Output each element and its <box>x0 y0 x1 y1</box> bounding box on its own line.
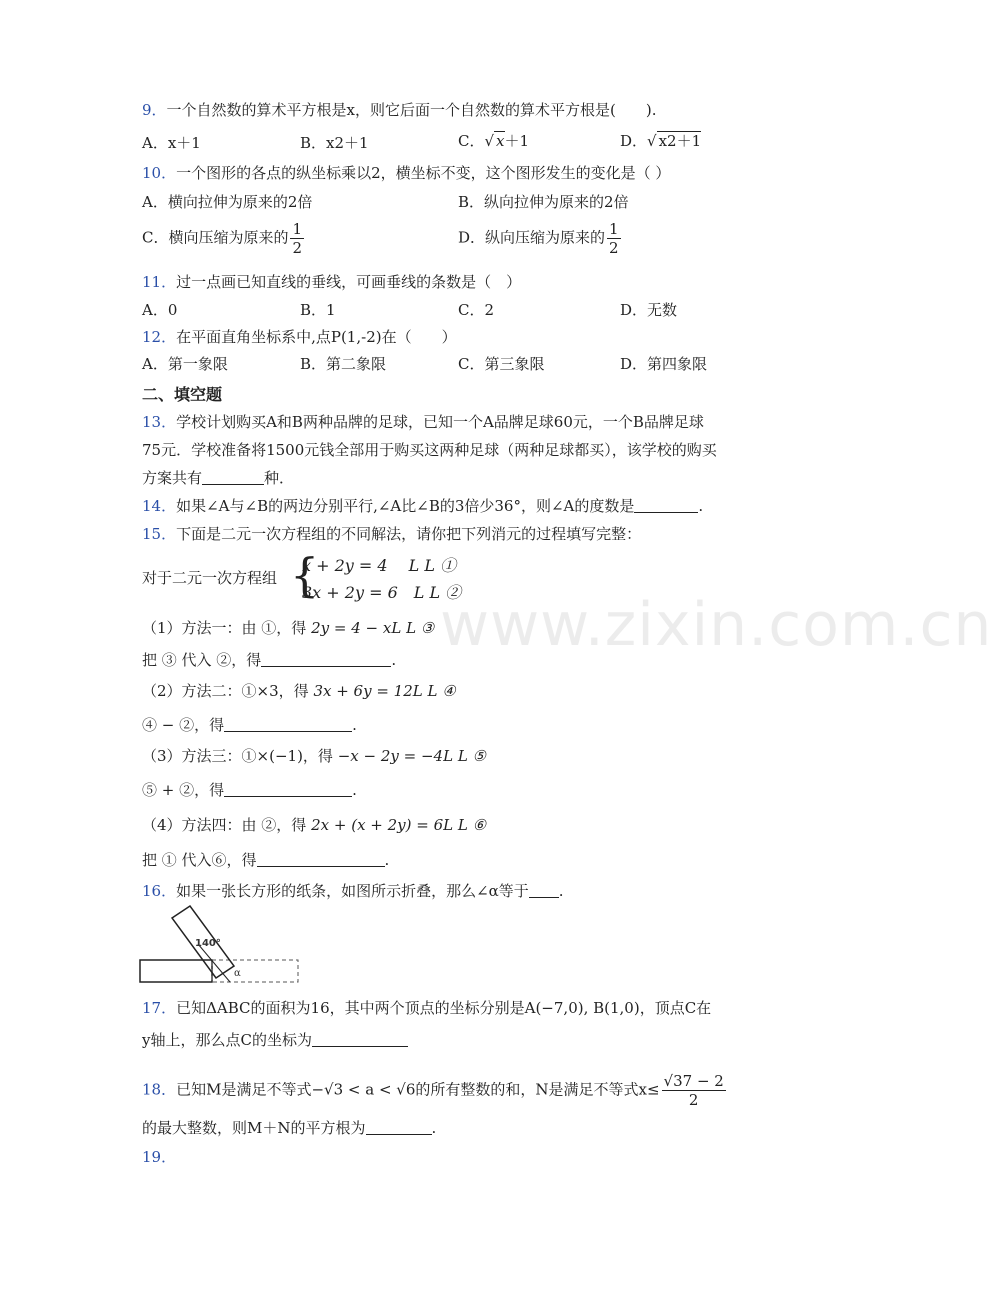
question-number: 19． <box>142 1148 177 1166</box>
alpha-label: α <box>234 968 241 979</box>
fraction-numerator: √37 − 2 <box>663 1072 724 1090</box>
answer-blank[interactable] <box>224 780 352 797</box>
option-a: A．第一象限 <box>142 355 228 373</box>
answer-blank[interactable] <box>529 881 559 898</box>
option-label: D．纵向压缩为原来的 <box>458 228 606 247</box>
question-text: 一个自然数的算术平方根是x，则它后面一个自然数的算术平方根是( ). <box>166 101 657 119</box>
angle-140-label: 140° <box>195 938 221 949</box>
question-18 <box>142 1072 726 1109</box>
question-17-line2 <box>142 1030 408 1050</box>
answer-blank[interactable] <box>634 496 698 513</box>
fraction <box>290 220 304 257</box>
question-text: 学校计划购买A和B两种品牌的足球，已知一个A品牌足球60元，一个B品牌足球 <box>176 413 704 431</box>
text-segment: . <box>431 1119 437 1137</box>
text-segment: 把 ③ 代入 ②，得 <box>142 651 262 669</box>
folded-strip-figure <box>138 904 304 986</box>
text-segment: ④ − ②，得 <box>142 716 225 734</box>
equation: −x − 2y = −4L L ⑤ <box>337 747 486 765</box>
question-18-line2 <box>142 1118 436 1138</box>
question-text: 已知M是满足不等式−√3 < a < √6的所有整数的和，N是满足不等式x≤ <box>176 1080 660 1099</box>
answer-blank[interactable] <box>312 1030 408 1047</box>
text-segment: （1）方法一：由 ①，得 <box>142 619 307 637</box>
option-c: C．第三象限 <box>458 355 545 373</box>
text-segment: 种． <box>264 469 295 487</box>
option-a: A．0 <box>142 301 178 319</box>
radicand: x2＋1 <box>658 132 702 150</box>
text-segment: . <box>391 651 397 669</box>
answer-blank[interactable] <box>202 468 264 485</box>
text-segment: . <box>352 716 357 734</box>
text-segment: ⑤ + ②，得 <box>142 781 225 799</box>
option-b: B．纵向拉伸为原来的2倍 <box>458 193 629 211</box>
question-9 <box>142 100 656 120</box>
answer-blank[interactable] <box>224 715 352 732</box>
method-1 <box>142 618 434 638</box>
text-segment: . <box>558 882 564 900</box>
text-segment: （3）方法三：①×(−1)，得 <box>142 747 333 765</box>
text-segment: . <box>698 497 704 515</box>
question-10 <box>142 163 670 183</box>
question-number: 10． <box>142 164 177 182</box>
option-d: D．√ x2＋1 <box>620 132 702 150</box>
question-14 <box>142 496 703 516</box>
radicand: x <box>496 132 505 150</box>
equation-2: 3x + 2y = 6 L L ② <box>302 583 462 602</box>
method-3 <box>142 746 486 766</box>
fraction-denominator: 2 <box>688 1091 699 1109</box>
text-segment: 的最大整数，则M＋N的平方根为 <box>142 1119 366 1137</box>
fraction <box>662 1072 726 1109</box>
text-segment: 方案共有 <box>142 469 203 487</box>
question-11 <box>142 272 521 292</box>
question-number: 11． <box>142 273 177 291</box>
text-segment: （4）方法四：由 ②，得 <box>142 816 307 834</box>
option-label: C．横向压缩为原来的 <box>142 228 289 247</box>
strip-left <box>140 960 212 982</box>
strip-hidden <box>212 960 298 982</box>
fraction <box>607 220 621 257</box>
fraction-numerator: 1 <box>609 220 619 238</box>
question-number: 16． <box>142 882 177 900</box>
watermark: www.zixin.com.cn <box>440 590 992 660</box>
option-c: C．√ x＋1 <box>458 132 530 150</box>
answer-blank[interactable] <box>257 850 385 867</box>
question-13-line2: 75元．学校准备将1500元钱全部用于购买这两种足球（两种足球都买），该学校的购买 <box>142 441 717 459</box>
question-17 <box>142 998 711 1018</box>
fraction-denominator: 2 <box>609 239 619 257</box>
equation: 2y = 4 − xL L ③ <box>311 619 435 637</box>
text-segment: 把 ① 代入⑥，得 <box>142 851 257 869</box>
fraction-numerator: 1 <box>292 220 303 238</box>
question-number: 14． <box>142 497 177 515</box>
option-tail: ＋1 <box>504 132 530 150</box>
method-4 <box>142 815 486 835</box>
option-a: A．x＋1 <box>142 134 201 152</box>
equation-1: x + 2y = 4 L L ① <box>302 556 457 575</box>
method-2 <box>142 681 456 701</box>
question-text: 如果∠A与∠B的两边分别平行,∠A比∠B的3倍少36°，则∠A的度数是 <box>176 497 635 515</box>
answer-blank[interactable] <box>261 650 391 667</box>
fraction-denominator: 2 <box>292 239 303 257</box>
option-label: C． <box>458 132 485 150</box>
option-d: D．无数 <box>620 301 678 319</box>
question-19 <box>142 1147 176 1167</box>
question-13-line3 <box>142 468 294 488</box>
option-b: B．第二象限 <box>300 355 387 373</box>
answer-blank[interactable] <box>366 1118 432 1135</box>
question-number: 12． <box>142 328 177 346</box>
option-c <box>142 220 304 257</box>
question-number: 15． <box>142 525 177 543</box>
text-segment: y轴上，那么点C的坐标为 <box>142 1031 312 1049</box>
section-heading: 二、填空题 <box>142 385 223 404</box>
question-text: 已知ΔABC的面积为16，其中两个顶点的坐标分别是A(−7,0), B(1,0)，顶点C在 <box>176 999 712 1017</box>
question-12 <box>142 327 457 347</box>
method-3-add <box>142 780 357 800</box>
method-4-substitute <box>142 850 389 870</box>
system-brace: { <box>290 548 320 602</box>
question-number: 18． <box>142 1080 177 1099</box>
question-text: 如果一张长方形的纸条，如图所示折叠，那么∠α等于 <box>176 882 529 900</box>
text-segment: . <box>384 851 390 869</box>
option-b: B．1 <box>300 301 336 319</box>
question-text: 下面是二元一次方程组的不同解法，请你把下列消元的过程填写完整： <box>176 525 642 543</box>
question-number: 9． <box>142 101 167 119</box>
option-c: C．2 <box>458 301 495 319</box>
system-label: 对于二元一次方程组 <box>142 569 278 587</box>
option-d: D．第四象限 <box>620 355 708 373</box>
question-16 <box>142 881 564 901</box>
equation: 2x + (x + 2y) = 6L L ⑥ <box>311 816 487 834</box>
question-text: 一个图形的各点的纵坐标乘以2，横坐标不变，这个图形发生的变化是（ ） <box>176 164 671 182</box>
method-2-subtract <box>142 715 357 735</box>
option-label: D． <box>620 132 648 150</box>
option-b: B．x2＋1 <box>300 134 369 152</box>
option-a: A．横向拉伸为原来的2倍 <box>142 193 313 211</box>
text-segment: （2）方法二：①×3，得 <box>142 682 309 700</box>
text-segment: . <box>352 781 357 799</box>
question-number: 17． <box>142 999 177 1017</box>
method-1-substitute <box>142 650 396 670</box>
question-13 <box>142 412 704 432</box>
question-text: 在平面直角坐标系中,点P(1,-2)在（ ） <box>176 328 457 346</box>
equation: 3x + 6y = 12L L ④ <box>313 682 456 700</box>
question-15 <box>142 524 641 544</box>
question-number: 13． <box>142 413 177 431</box>
option-d <box>458 220 621 257</box>
question-text: 过一点画已知直线的垂线，可画垂线的条数是（ ） <box>176 273 522 291</box>
